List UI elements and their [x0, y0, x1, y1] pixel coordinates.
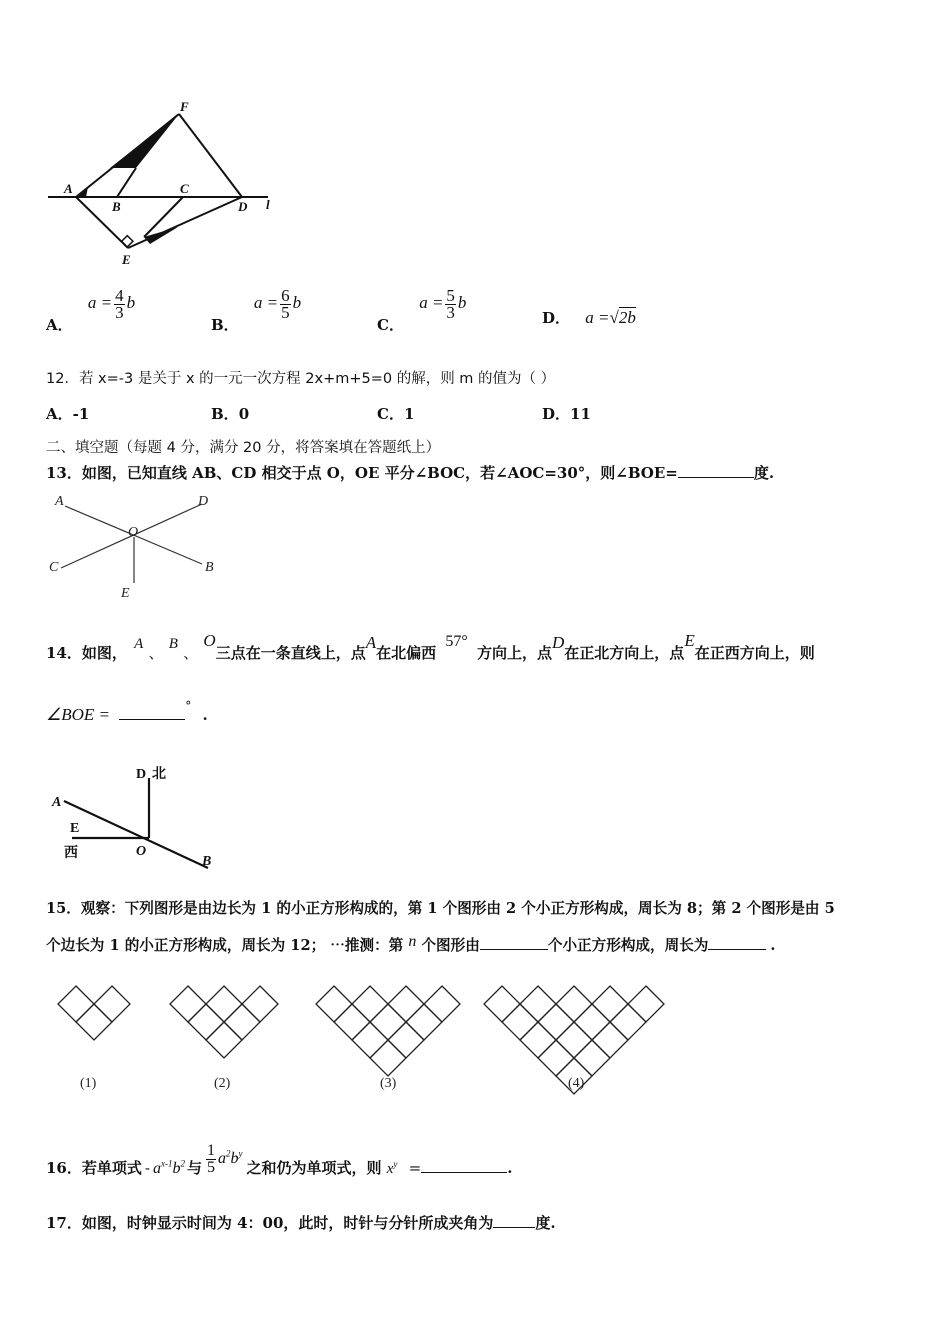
small-square — [242, 986, 278, 1022]
small-square — [94, 986, 130, 1022]
small-square — [592, 1022, 628, 1058]
label-A: A — [55, 494, 64, 509]
small-square — [352, 1022, 388, 1058]
small-square — [556, 1022, 592, 1058]
caption-3: (3) — [380, 1076, 397, 1091]
small-square — [538, 1004, 574, 1040]
small-square — [206, 1022, 242, 1058]
small-square — [388, 986, 424, 1022]
label-north: 北 — [152, 766, 166, 782]
answer-blank-count[interactable] — [480, 935, 548, 950]
small-square — [502, 1004, 538, 1040]
option-letter: D． — [542, 309, 571, 327]
small-square — [592, 986, 628, 1022]
q11-option-d[interactable] — [542, 308, 636, 328]
option-formula: a = $\frac{6}{5}$ b — [253, 286, 302, 322]
small-square — [370, 1004, 406, 1040]
answer-blank[interactable] — [678, 463, 754, 478]
small-square — [538, 1040, 574, 1076]
small-square — [334, 1004, 370, 1040]
small-square — [188, 1004, 224, 1040]
q14-line1: 14．如图， A 、 B 、 O三点在一条直线上，点A在北偏西 57° 方向上，点D在正北方向上，点E在正西方向上，则 — [46, 631, 815, 662]
q12-option-c[interactable]: C．1 — [377, 405, 415, 423]
q15-line2: 个边长为 1 的小正方形构成，周长为 12； ⋯推测：第 n 个图形由 个小正方形构成，周长为 . — [46, 933, 776, 954]
label-E: E — [122, 252, 131, 267]
answer-blank[interactable] — [119, 705, 185, 720]
label-B: B — [112, 199, 121, 214]
q13-figure — [45, 490, 225, 600]
q11-option-a[interactable] — [46, 286, 136, 335]
small-square — [574, 1004, 610, 1040]
small-square — [556, 986, 592, 1022]
right-angle-mark — [122, 236, 133, 247]
label-C: C — [49, 560, 59, 575]
option-formula: a = $\frac{4}{3}$ b — [87, 286, 136, 322]
small-square — [610, 1004, 646, 1040]
answer-blank[interactable] — [493, 1213, 535, 1228]
small-square — [206, 986, 242, 1022]
segment-CH — [144, 197, 183, 237]
small-square — [484, 986, 520, 1022]
small-square — [224, 1004, 260, 1040]
q11-option-c[interactable] — [377, 286, 467, 335]
small-square — [316, 986, 352, 1022]
segment-BG — [117, 168, 136, 197]
label-B: B — [205, 560, 214, 575]
label-O: O — [136, 844, 147, 859]
label-B: B — [202, 854, 212, 869]
small-square — [352, 986, 388, 1022]
small-square — [58, 986, 94, 1022]
option-formula: a =√2b — [585, 308, 636, 327]
option-letter: B． — [211, 316, 239, 335]
q17-text: 17．如图，时钟显示时间为 4：00，此时，时针与分针所成夹角为 度. — [46, 1214, 556, 1232]
small-square — [388, 1022, 424, 1058]
small-square — [520, 1022, 556, 1058]
label-A: A — [64, 181, 73, 196]
answer-blank[interactable] — [421, 1158, 507, 1173]
q13-text: 13．如图，已知直线 AB、CD 相交于点 O，OE 平分∠BOC，若∠AOC=30°，则∠BOE= 度. — [46, 464, 775, 482]
q11-option-b[interactable] — [211, 286, 302, 335]
segment-ED — [128, 197, 242, 248]
q14-figure — [50, 762, 220, 874]
small-square — [574, 1040, 610, 1076]
section-heading: 二、填空题（每题 4 分，满分 20 分，将答案填在答题纸上） — [46, 440, 441, 456]
q16-text: 16．若单项式 - $a^{x-1}b^2$ 与 $\frac{1}{5}$ $a^2b^y$之和仍为单项式，则 $x^y$ = . — [46, 1142, 513, 1178]
label-C: C — [180, 181, 189, 196]
caption-4: (4) — [568, 1076, 585, 1091]
small-square — [406, 1004, 442, 1040]
q12-text: 12．若 x=-3 是关于 x 的一元一次方程 2x+m+5=0 的解，则 m 的值为（ ） — [46, 371, 556, 387]
sqrt-icon: √ — [609, 308, 619, 327]
label-E: E — [121, 586, 130, 600]
q15-figures — [50, 972, 690, 1097]
label-west: 西 — [64, 845, 78, 861]
caption-2: (2) — [214, 1076, 231, 1091]
label-D: D — [238, 199, 248, 214]
label-l: l — [266, 197, 270, 212]
label-F: F — [180, 99, 189, 114]
option-letter: C． — [377, 316, 404, 335]
answer-blank-perimeter[interactable] — [708, 935, 766, 950]
small-square — [628, 986, 664, 1022]
q12-option-d[interactable]: D．11 — [542, 405, 591, 423]
option-formula: a = $\frac{5}{3}$ b — [419, 286, 467, 322]
small-square — [370, 1040, 406, 1076]
label-O: O — [128, 525, 139, 540]
small-square — [520, 986, 556, 1022]
caption-1: (1) — [80, 1076, 97, 1091]
q11-figure — [40, 96, 290, 271]
option-letter: A． — [46, 316, 73, 335]
small-square — [424, 986, 460, 1022]
label-D: D — [136, 767, 147, 782]
q15-line1: 15．观察：下列图形是由边长为 1 的小正方形构成的，第 1 个图形由 2 个小正方形构成，周长为 8；第 2 个图形是由 5 — [46, 900, 835, 917]
label-D: D — [198, 494, 209, 509]
q12-option-b[interactable]: B．0 — [211, 405, 250, 423]
q14-line2: ∠BOE = ° . — [46, 699, 208, 724]
shaded-triangle-bottom — [144, 227, 178, 244]
label-A: A — [52, 795, 62, 810]
label-E: E — [70, 821, 80, 836]
q12-option-a[interactable]: A．-1 — [46, 405, 90, 423]
small-square — [170, 986, 206, 1022]
small-square — [76, 1004, 112, 1040]
